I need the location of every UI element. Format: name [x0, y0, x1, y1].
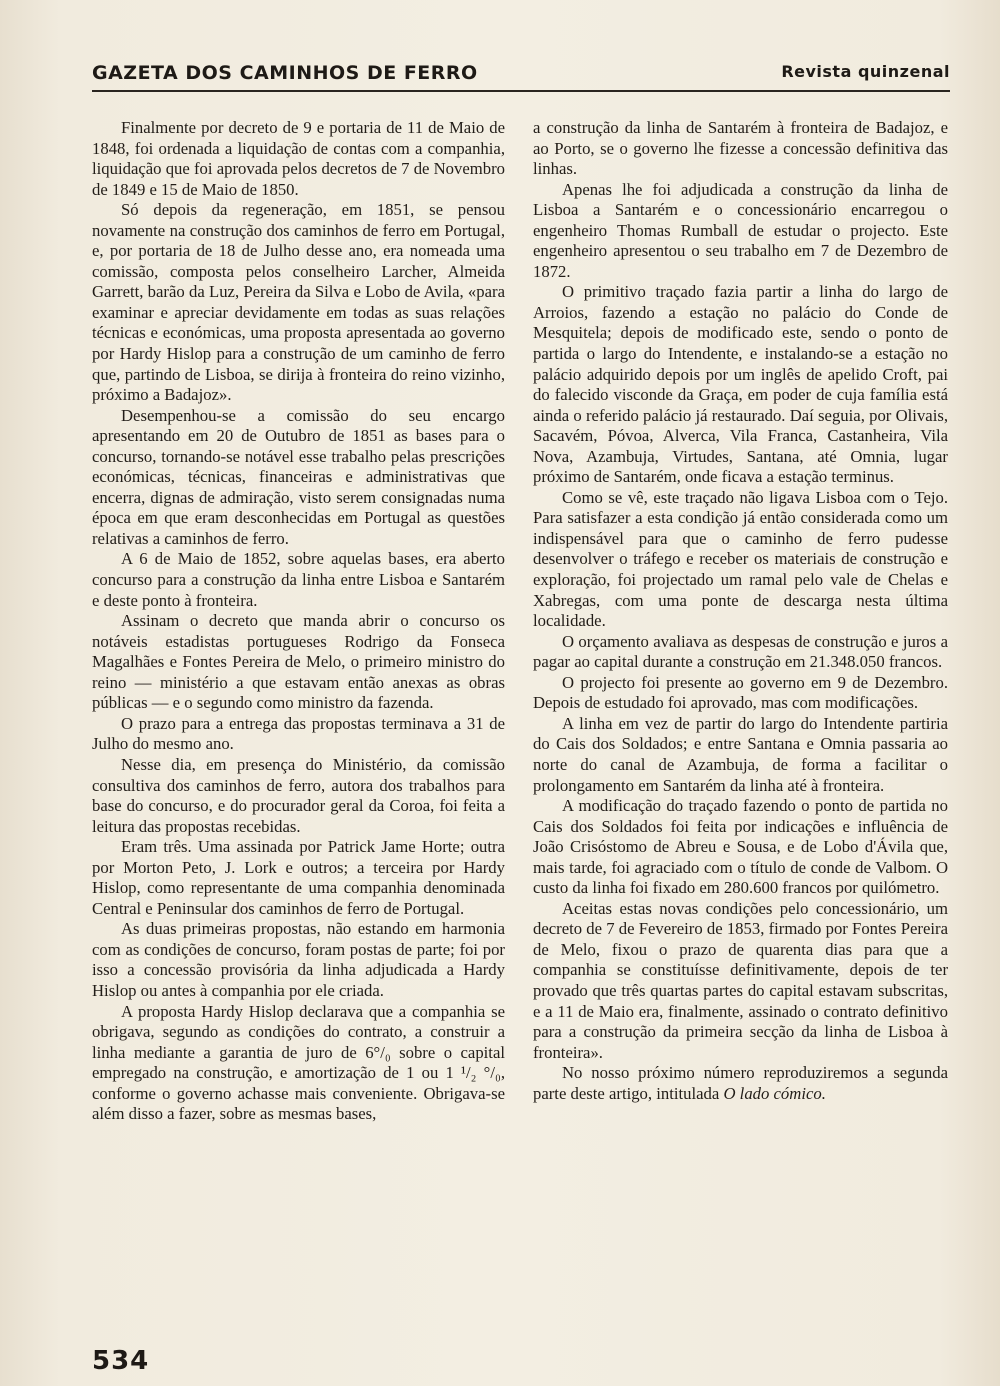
paragraph: Desempenhou-se a comissão do seu encargo apresentando em 20 de Outubro de 1851 as bases para o concurso, tornando-se notável esse trabalho pelas prescrições económicas, técnicas, financeiras e administrativas que encerra, dignas de admiração, visto serem consignadas numa época em que eram desconhecidas em Portugal as questões relativas a caminhos de ferro. [92, 405, 505, 548]
left-column [92, 118, 505, 1125]
paragraph: Aceitas estas novas condições pelo concessionário, um decreto de 7 de Fevereiro de 1853, firmado por Fontes Pereira de Melo, fixou o prazo de quarenta dias para que a companhia se constituísse definitivamente, depois de ter provado que três quartas partes do capital estavam subscritas, e a 11 de Maio era, finalmente, assinado o contrato definitivo para a construção da primeira secção da linha de Lisboa à fronteira». [533, 898, 948, 1062]
closing-text: No nosso próximo número reproduziremos a segunda parte deste artigo, intitulada [533, 1063, 948, 1103]
paragraph: Assinam o decreto que manda abrir o concurso os notáveis estadistas portugueses Rodrigo da Fonseca Magalhães e Fontes Pereira de Melo, o primeiro ministro do reino — ministério a que estavam então anexas as obras públicas — e o segundo como ministro da fazenda. [92, 611, 505, 713]
paragraph: Finalmente por decreto de 9 e portaria de 11 de Maio de 1848, foi ordenada a liquidação de contas com a companhia, liquidação que foi aprovada pelos decretos de 7 de Novembro de 1849 e 15 de Maio de 1850. [92, 118, 505, 199]
paragraph: O projecto foi presente ao governo em 9 de Dezembro. Depois de estudado foi aprovado, mas com modificações. [533, 672, 948, 713]
next-article-title: O lado cómico. [723, 1083, 826, 1103]
right-column [533, 118, 948, 1104]
page-number: 534 [92, 1346, 150, 1376]
paragraph: A modificação do traçado fazendo o ponto de partida no Cais dos Soldados foi feita por indicações e influência de João Crisóstomo de Abreu e Sousa, e de Lobo d'Ávila que, mais tarde, foi agraciado com o título de conde de Valbom. O custo da linha foi fixado em 280.600 francos por quilómetro. [533, 796, 948, 898]
paragraph: O orçamento avaliava as despesas de construção e juros a pagar ao capital durante a construção em 21.348.050 francos. [533, 631, 948, 672]
paragraph: A proposta Hardy Hislop declarava que a companhia se obrigava, segundo as condições do contrato, a construir a linha mediante a garantia de juro de 6°/₀ sobre o capital empregado na construção, e amortização de 1 ou 1 ¹/₂ °/₀, conforme o governo achasse mais conveniente. Obrigava-se além disso a fazer, sobre as mesmas bases, [92, 1001, 505, 1124]
paragraph: A 6 de Maio de 1852, sobre aquelas bases, era aberto concurso para a construção da linha entre Lisboa e Santarém e deste ponto à fronteira. [92, 549, 505, 610]
paragraph: O prazo para a entrega das propostas terminava a 31 de Julho do mesmo ano. [92, 713, 505, 754]
paragraph: O primitivo traçado fazia partir a linha do largo de Arroios, fazendo a estação no palácio do Conde de Mesquitela; depois de modificado este, sendo o ponto de partida o largo do Intendente, e instalando-se a estação no palácio adquirido depois por um inglês de apelido Croft, pai do falecido visconde da Graça, em poder de cuja família está ainda o referido palácio já restaurado. Daí seguia, por Olivais, Sacavém, Póvoa, Alverca, Vila Franca, Castanheira, Vila Nova, Azambuja, Virtudes, Santana, até Omnia, lugar próximo de Santarém, onde ficava a estação terminus. [533, 282, 948, 487]
paragraph: Como se vê, este traçado não ligava Lisboa com o Tejo. Para satisfazer a esta condição já então considerada como um indispensável para que o caminho de ferro pudesse desenvolver o tráfego e receber os materiais de construção e exploração, foi projectado um ramal pelo vale de Chelas e Xabregas, com uma ponte de descarga nesta última localidade. [533, 487, 948, 631]
page-header [92, 60, 950, 92]
paragraph: Nesse dia, em presença do Ministério, da comissão consultiva dos caminhos de ferro, autora dos trabalhos para base do concurso, e do procurador geral da Coroa, foi feita a leitura das propostas recebidas. [92, 754, 505, 836]
paragraph: As duas primeiras propostas, não estando em harmonia com as condições de concurso, foram postas de parte; foi por isso a concessão provisória da linha adjudicada a Hardy Hislop ou antes à companhia por ele criada. [92, 919, 505, 1000]
publication-title: GAZETA DOS CAMINHOS DE FERRO [92, 62, 478, 84]
paragraph: Só depois da regeneração, em 1851, se pensou novamente na construção dos caminhos de ferro em Portugal, e, por portaria de 18 de Julho desse ano, era nomeada uma comissão, composta pelos conselheiro Larcher, Almeida Garrett, barão da Luz, Pereira da Silva e Lobo de Avila, «para examinar e apreciar devidamente em todas as suas relações técnicas e económicas, uma proposta apresentada ao governo por Hardy Hislop para a construção de um caminho de ferro que, partindo de Lisboa, se dirija à fronteira do reino vizinho, próximo a Badajoz». [92, 200, 505, 405]
publication-subtitle: Revista quinzenal [781, 62, 950, 81]
closing-paragraph [533, 1063, 948, 1104]
paragraph-continuation: a construção da linha de Santarém à fronteira de Badajoz, e ao Porto, se o governo lhe fizesse a concessão definitiva das linhas. [533, 118, 948, 179]
paragraph: Apenas lhe foi adjudicada a construção da linha de Lisboa a Santarém e o concessionário encarregou o engenheiro Thomas Rumball de estudar o projecto. Este engenheiro apresentou o seu trabalho em 7 de Dezembro de 1872. [533, 179, 948, 281]
paragraph: A linha em vez de partir do largo do Intendente partiria do Cais dos Soldados; e entre Santana e Omnia passaria ao norte do canal de Azambuja, de forma a facilitar o prolongamento em Santarém da linha até à fronteira. [533, 713, 948, 795]
paragraph: Eram três. Uma assinada por Patrick Jame Horte; outra por Morton Peto, J. Lork e outros; a terceira por Hardy Hislop, como representante de uma companhia denominada Central e Peninsular dos caminhos de ferro de Portugal. [92, 837, 505, 918]
